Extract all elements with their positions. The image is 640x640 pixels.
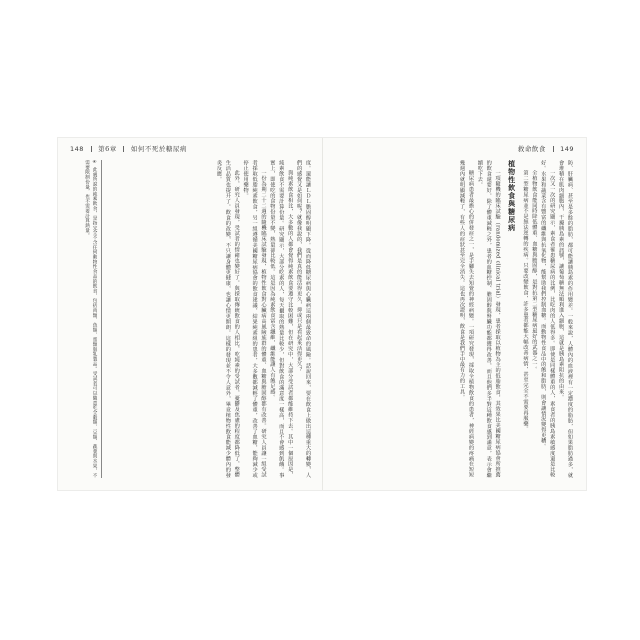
right-book-title: 救命飲食	[517, 145, 546, 153]
footnote-text: ④ 此處所說的純素飲食，是指完全不含任何動物性食品的飲食，包括肉類、魚類、蛋類與乳製品。受試者可以隨意吃全穀類、豆類、蔬菜與水果，不需要限制份量，也不需要計算熱量。	[84, 160, 97, 478]
paragraph: 與純素飲食相比，大多數的人都會覺得純素飲食要遵守比較困難，但在研究中，大部分受試者都能維持下去。其中一個原因是，純素飲食不需要計算份量。研究顯示，大部分吃素的人，每天攝取的熱量比較少，但對飲食的滿意度一樣高，而且不會感到飢餓。事實上，即使吃的食物份量不變，熱量卻比較低。這是因為純素飲食富含纖維，纖維能讓人有飽足感。	[269, 160, 294, 478]
paragraph: 一項隨機的臨床試驗（randomized clinical trial）發現，患者採取以植物為主的低脂飲食，其效果比美國糖尿病協會所推薦的飲食還要好。除了體重減輕之外，患者的血糖控制、膽固醇與腎臟功能都獲得改善，而且他們多半對這種飲食感到滿意，表示會繼續吃下去。	[476, 160, 501, 478]
paragraph: 第二型糖尿病並不是無法逆轉的疾病。只要改變飲食，許多患者都能大幅改善病情，甚至完全不需要再服藥。	[522, 170, 529, 432]
header-separator	[553, 146, 554, 152]
footnote	[68, 160, 102, 478]
right-page	[322, 138, 586, 490]
paragraph: 度。還能讓ＬＤＬ膽固醇明顯下降。從而降低糖尿病與心臟病這兩個最致命的風險。話說回來，要在飲食上做出這種重大的轉變，人們的感覺又是如何呢？就像我說的，我們是真的能活得更久，抑或只是看起來活得更久？	[296, 160, 311, 478]
paragraph: 此外，研究人員發現，受試者的情緒也變好了。與採取傳統飲食的人相比，吃純素的受試者，憂鬱及焦慮的程度都降低了，整體生活品質也提升了。飲食的改變，不只讓身體更健康，也讓心情更開朗。這樣的發現並不令人意外，畢竟植物性飲食能減少體內的發炎反應。	[215, 160, 240, 478]
section-heading: 植物性飲食與糖尿病	[507, 160, 517, 232]
left-chapter-title: 如何不死於糖尿病	[130, 145, 187, 153]
left-page-number: 148	[70, 145, 84, 153]
right-page-number: 149	[560, 145, 574, 153]
paragraph: 一份為期二十二週的隨機臨床試驗發現，植物性飲食對心臟病高風險族群的體重、血糖與膽固醇都有改善。研究人員讓一組受試者採取低脂純素飲食，另一組遵循美國糖尿病協會的飲食建議，結果純素組的患者，大多數都減輕了體重，改善了血糖，能夠減少或停止使用藥物。	[242, 160, 267, 478]
paragraph: 糖尿病患者最擔心的併發症之一，是手腳失去知覺的神經病變。一項研究發現，採取全植物飲食的患者，神經病變的疼痛在短短幾週內就明顯減輕了，有些人的症狀甚至完全消失。這也再次證明，飲食是我們手中最有力的工具。	[459, 160, 474, 478]
header-separator	[123, 146, 124, 152]
header-separator	[91, 146, 92, 152]
right-body-text	[330, 160, 574, 478]
right-running-header	[518, 144, 574, 153]
left-body-text	[102, 160, 312, 478]
paragraph: 一次又一次的研究顯示，素食者罹患糖尿病的比例，比吃肉的人低得多。即使是同樣體重的人，素食者的胰島素敏感度還是比較好。水果和蔬菜含有豐富的纖維與抗氧化物，能幫助我們控制血糖。而動物性食品中的飽和脂肪，則會讓情況變得更糟。	[540, 160, 556, 478]
paragraph: 防、肝臟病、甚至是多餘的脂肪，都可能讓胰島素的作用變差。一般來說，人體內的血液裡有一定濃度的脂肪，但如果脂肪過多，就會堆積在肌肉細胞內，干擾胰島素的訊號，讓葡萄糖無法順利進入細胞，這就是胰島素阻抗的由來。	[558, 160, 573, 478]
left-page	[58, 138, 322, 490]
left-chapter-label: 第6章	[98, 145, 117, 153]
book-spread	[58, 138, 586, 490]
left-running-header	[70, 144, 187, 153]
paragraph: 全植物飲食能同時降低體重、血糖與膽固醇，是對抗第二型糖尿病最好的武器之一。	[531, 170, 538, 373]
